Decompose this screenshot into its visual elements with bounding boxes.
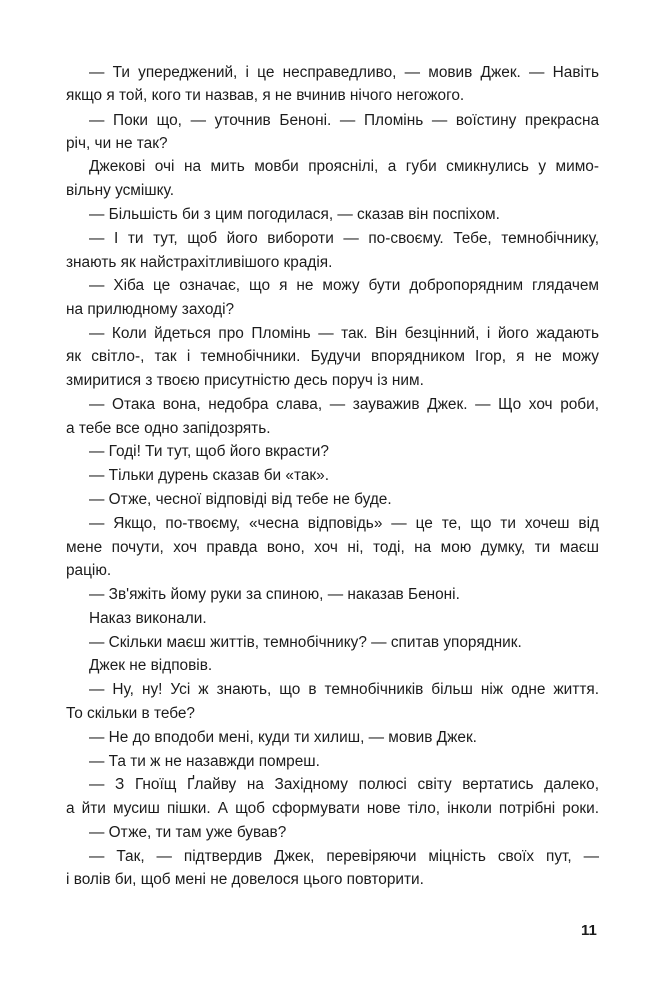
text-line: змиритися з твоєю присутністю десь поруч із ним.: [66, 372, 424, 389]
text-line: мене почути, хоч правда воно, хоч ні, тоді, на мою думку, ти маєш: [66, 539, 599, 556]
text-line: як світло-, так і темнобічники. Будучи впорядником Ігор, я не можу: [66, 348, 599, 365]
text-line: на прилюдному заході?: [66, 301, 235, 318]
text-line: — Тільки дурень сказав би «так».: [89, 467, 329, 484]
text-line: Джекові очі на мить мовби прояснілі, а губи смикнулись у мимо-: [89, 158, 599, 175]
text-line: — З Гноїщ Ґлайву на Західному полюсі світу вертатись далеко,: [89, 776, 599, 793]
text-line: — Хіба це означає, що я не можу бути добропорядним глядачем: [89, 277, 599, 294]
text-line: вільну усмішку.: [66, 182, 174, 199]
text-line: — Зв'яжіть йому руки за спиною, — наказав Беноні.: [89, 586, 460, 603]
text-line: — Годі! Ти тут, щоб його вкрасти?: [89, 443, 329, 460]
text-line: — Скільки маєш життів, темнобічнику? — спитав упорядник.: [89, 634, 522, 651]
text-line: рацію.: [66, 562, 112, 579]
text-line: знають як найстрахітливішого крадія.: [66, 254, 333, 271]
text-line: То скільки в тебе?: [66, 705, 195, 722]
text-line: річ, чи не так?: [66, 135, 168, 152]
text-line: — Ти упереджений, і це несправедливо, — мовив Джек. — Навіть: [89, 64, 599, 81]
text-line: — Коли йдеться про Пломінь — так. Він безцінний, і його жадають: [89, 325, 599, 342]
text-line: — Та ти ж не назавжди помреш.: [89, 753, 320, 770]
text-line: — Так, — підтвердив Джек, перевіряючи міцність своїх пут, —: [89, 848, 599, 865]
text-line: — Якщо, по-твоєму, «чесна відповідь» — це те, що ти хочеш від: [89, 515, 599, 532]
text-line: Наказ виконали.: [89, 610, 207, 627]
text-line: — І ти тут, щоб його вибороти — по-своєму. Тебе, темнобічнику,: [89, 230, 599, 247]
text-line: — Більшість би з цим погодилася, — сказав він поспіхом.: [89, 206, 500, 223]
text-line: якщо я той, кого ти назвав, я не вчинив нічого негожого.: [66, 87, 465, 104]
text-line: — Ну, ну! Усі ж знають, що в темнобічників більш ніж одне життя.: [89, 681, 599, 698]
text-line: — Не до вподоби мені, куди ти хилиш, — мовив Джек.: [89, 729, 477, 746]
page-number: 11: [581, 922, 597, 939]
text-line: — Отже, ти там уже бував?: [89, 824, 287, 841]
text-line: — Отже, чесної відповіді від тебе не буде.: [89, 491, 392, 508]
text-line: і волів би, щоб мені не довелося цього повторити.: [66, 871, 424, 888]
text-line: — Поки що, — уточнив Беноні. — Пломінь — воїстину прекрасна: [89, 112, 599, 129]
text-line: а тебе все одно запідозрять.: [66, 420, 271, 437]
text-line: Джек не відповів.: [89, 657, 213, 674]
text-line: — Отака вона, недобра слава, — зауважив Джек. — Що хоч роби,: [89, 396, 599, 413]
text-line: а йти мусиш пішки. А щоб сформувати нове тіло, інколи потрібні роки.: [66, 800, 599, 817]
